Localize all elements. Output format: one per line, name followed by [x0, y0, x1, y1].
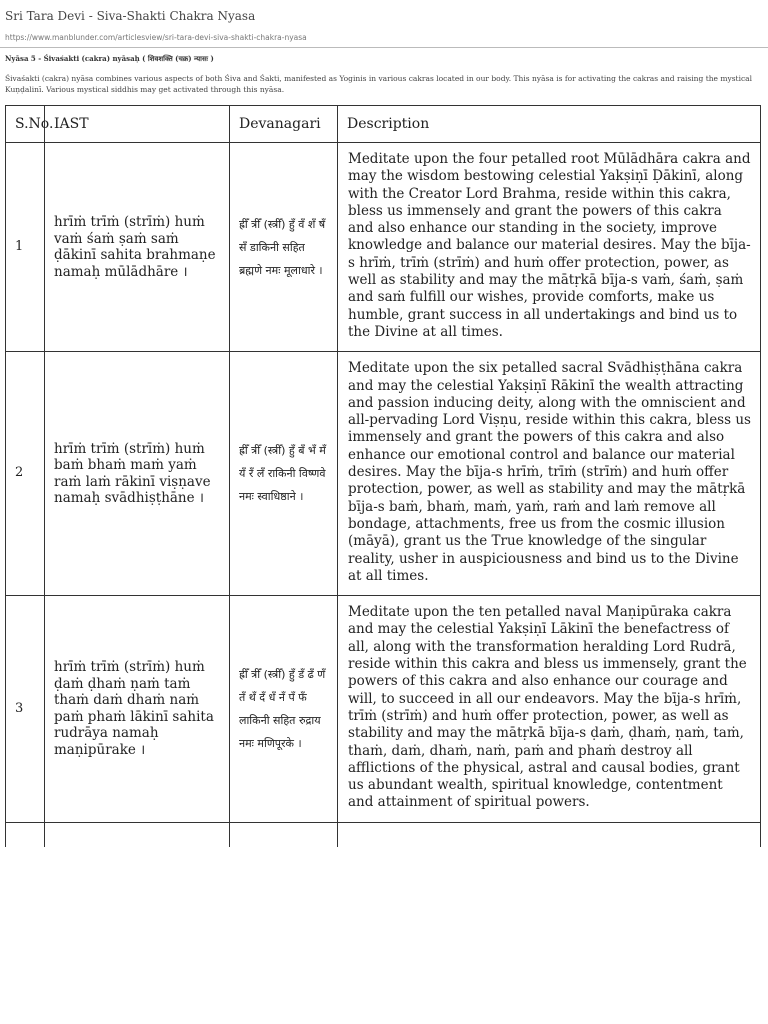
cell-description: Meditate upon the four petalled root Mūlādhāra cakra and may the wisdom bestowing celestial Yakṣiṇī Ḍākinī, along with the Creator Lord Brahma, reside within this cakra, bless us immensely and grant the powers of this cakra and also enhance our standing in the society, improve knowledge and balance our material desires. May the bīja-s hrīṁ, trīṁ (strīṁ) and huṁ offer protection, power, as well as stability and may the mātṛkā bīja-s vaṁ, śaṁ, ṣaṁ and saṁ fulfill our wishes, provide comforts, make us humble, grant success in all undertakings and bind us to the Divine at all times.: [338, 143, 761, 352]
cell-empty: [6, 822, 45, 847]
cell-empty: [45, 822, 230, 847]
table-row: [6, 352, 761, 596]
table-header-row: [6, 106, 761, 143]
cell-devanagari: ह्रीँ त्रीँ (स्त्रीँ) हुँ बँ भँ मँ यँ रँ लँ राकिनी विष्णवे नमः स्वाधिष्ठाने ।: [230, 352, 338, 596]
header-divider: [0, 47, 768, 48]
header-devanagari: Devanagari: [230, 106, 338, 143]
cell-devanagari: ह्रीँ त्रीँ (स्त्रीँ) हुँ डँ ढँ णँ तँ थँ दँ धँ नँ पँ फँ लाकिनी सहित रुद्राय नमः मणिपूरके ।: [230, 596, 338, 823]
table-row-partial: [6, 822, 761, 847]
cell-iast: hrīṁ trīṁ (strīṁ) huṁ ḍaṁ ḍhaṁ ṇaṁ taṁ thaṁ daṁ dhaṁ naṁ paṁ phaṁ lākinī sahita rudrāya namaḥ maṇipūrake ।: [45, 596, 230, 823]
cell-description: Meditate upon the six petalled sacral Svādhiṣṭhāna cakra and may the celestial Yakṣiṇī Rākinī the wealth attracting and passion inducing deity, along with the omniscient and all-pervading Lord Viṣṇu, reside within this cakra, bless us immensely and grant the powers of this cakra and also enhance our emotional control and balance our material desires. May the bīja-s hrīṁ, trīṁ (strīṁ) and huṁ offer protection, power, as well as stability and may the mātṛkā bīja-s baṁ, bhaṁ, maṁ, yaṁ, raṁ and laṁ remove all bondage, attachments, free us from the cosmic illusion (māyā), grant us the True knowledge of the singular reality, usher in auspiciousness and bind us to the Divine at all times.: [338, 352, 761, 596]
cell-sno: 2: [6, 352, 45, 596]
cell-sno: 1: [6, 143, 45, 352]
cell-iast: hrīṁ trīṁ (strīṁ) huṁ baṁ bhaṁ maṁ yaṁ raṁ laṁ rākinī viṣṇave namaḥ svādhiṣṭhāne ।: [45, 352, 230, 596]
cell-description: Meditate upon the ten petalled naval Maṇipūraka cakra and may the celestial Yakṣiṇī Lākinī the benefactress of all, along with the transformation heralding Lord Rudrā, reside within this cakra and bless us immensely, grant the powers of this cakra and also enhance our courage and will, to succeed in all our endeavors. May the bīja-s hrīṁ, trīṁ (strīṁ) and huṁ offer protection, power, as well as stability and may the mātṛkā bīja-s ḍaṁ, ḍhaṁ, ṇaṁ, taṁ, thaṁ, daṁ, dhaṁ, naṁ, paṁ and phaṁ destroy all afflictions of the physical, astral and causal bodies, grant us abundant wealth, spiritual knowledge, contentment and attainment of spiritual powers.: [338, 596, 761, 823]
header-sno: S.No.: [6, 106, 45, 143]
cell-empty: [338, 822, 761, 847]
section-intro: Śivaśakti (cakra) nyāsa combines various aspects of both Śiva and Śakti, manifested as Yoginis in various cakras located in our body. This nyāsa is for activating the cakras and raising the mystical Kuṇḍalinī. Various mystical siddhis may get activated through this nyāsa.: [5, 74, 753, 94]
nyasa-table: [5, 105, 761, 847]
page-title: Sri Tara Devi - Siva-Shakti Chakra Nyasa: [5, 9, 256, 23]
table-row: [6, 596, 761, 823]
cell-iast: hrīṁ trīṁ (strīṁ) huṁ vaṁ śaṁ ṣaṁ saṁ ḍākinī sahita brahmaṇe namaḥ mūlādhāre ।: [45, 143, 230, 352]
cell-empty: [230, 822, 338, 847]
header-iast: IAST: [45, 106, 230, 143]
cell-devanagari: ह्रीँ त्रीँ (स्त्रीँ) हुँ वँ शँ षँ सँ डाकिनी सहित ब्रह्मणे नमः मूलाधारे ।: [230, 143, 338, 352]
page-url[interactable]: https://www.manblunder.com/articlesview/sri-tara-devi-siva-shakti-chakra-nyasa: [5, 33, 307, 42]
table-row: [6, 143, 761, 352]
cell-sno: 3: [6, 596, 45, 823]
section-heading: Nyāsa 5 - Śivaśakti (cakra) nyāsaḥ ( शिवशक्ति (चक्र) न्यासः ): [5, 54, 214, 63]
header-description: Description: [338, 106, 761, 143]
